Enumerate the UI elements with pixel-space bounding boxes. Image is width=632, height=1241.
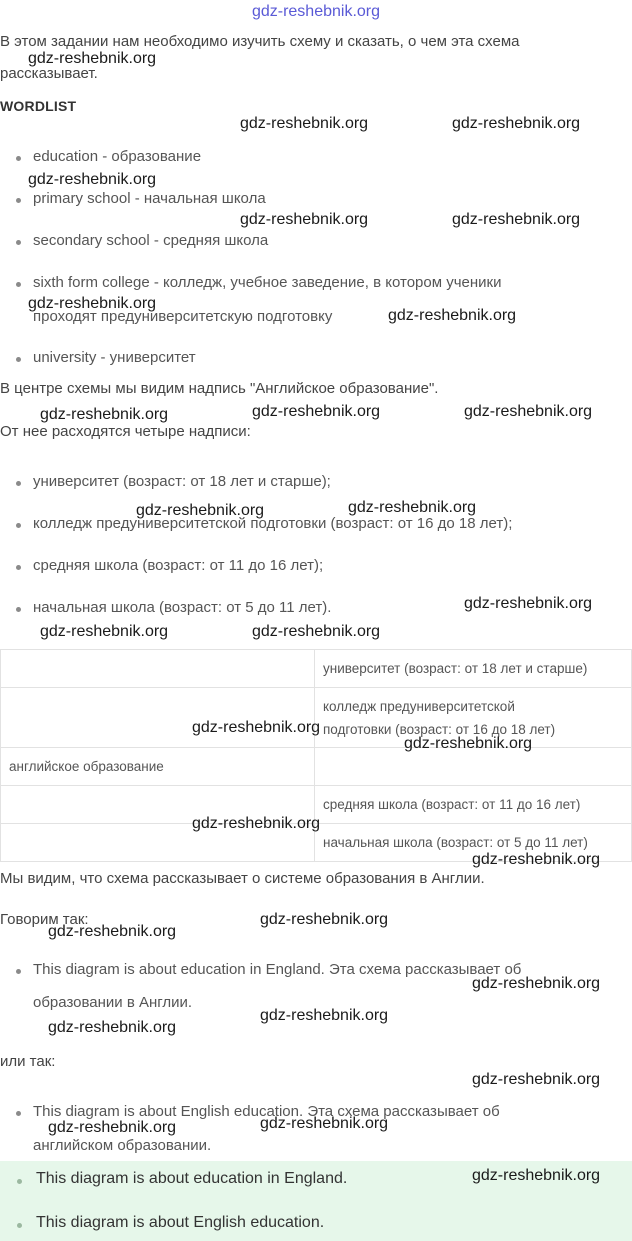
watermark: gdz-reshebnik.org [28,50,157,67]
watermark: gdz-reshebnik.org [472,1071,601,1088]
wordlist-item-sixth-form-line-2: проходят предуниверситетскую подготовку [33,308,333,325]
label-primary: начальная школа (возраст: от 5 до 11 лет). [33,599,332,616]
wordlist-item-sixth-form-line-1: sixth form college - колледж, учебное заведение, в котором ученики [33,274,502,291]
bullet-icon [16,523,21,528]
bullet-icon [17,1179,22,1184]
intro-line-1: В этом задании нам необходимо изучить схему и сказать, о чем эта схема [0,33,520,50]
bullet-icon [16,282,21,287]
bullet-icon [16,240,21,245]
table-cell-empty [1,688,315,748]
watermark: gdz-reshebnik.org [28,295,157,312]
conclusion: Мы видим, что схема рассказывает о системе образования в Англии. [0,870,485,887]
watermark: gdz-reshebnik.org [240,211,369,228]
table-cell-primary: начальная школа (возраст: от 5 до 11 лет) [315,824,632,862]
watermark: gdz-reshebnik.org [192,719,321,736]
site-link-top[interactable]: gdz-reshebnik.org [251,3,381,20]
watermark: gdz-reshebnik.org [404,735,533,752]
example-2-line-1: This diagram is about English education. Эта схема рассказывает об [33,1103,500,1120]
intro-line-2: рассказывает. [0,65,98,82]
bullet-icon [16,198,21,203]
watermark: gdz-reshebnik.org [472,1167,601,1184]
wordlist-item-education: education - образование [33,148,202,165]
bullet-icon [16,969,21,974]
watermark: gdz-reshebnik.org [40,623,169,640]
label-college: колледж предуниверситетской подготовки (возраст: от 16 до 18 лет); [33,515,513,532]
watermark: gdz-reshebnik.org [48,1119,177,1136]
watermark: gdz-reshebnik.org [40,406,169,423]
label-secondary: средняя школа (возраст: от 11 до 16 лет); [33,557,324,574]
table-cell-empty [1,650,315,688]
table-cell-empty [315,748,632,786]
watermark: gdz-reshebnik.org [260,911,389,928]
bullet-icon [16,607,21,612]
watermark: gdz-reshebnik.org [192,815,321,832]
watermark: gdz-reshebnik.org [464,403,593,420]
bullet-icon [16,1111,21,1116]
wordlist-item-university: university - университет [33,349,196,366]
watermark: gdz-reshebnik.org [48,923,177,940]
table-college-line-1: колледж предуниверситетской [323,698,515,714]
table-cell-university: университет (возраст: от 18 лет и старше) [315,650,632,688]
answer-2: This diagram is about English education. [36,1214,325,1231]
label-university: университет (возраст: от 18 лет и старше); [33,473,331,490]
wordlist-item-primary: primary school - начальная школа [33,190,266,207]
bullet-icon [16,481,21,486]
watermark: gdz-reshebnik.org [260,1115,389,1132]
watermark: gdz-reshebnik.org [464,595,593,612]
watermark: gdz-reshebnik.org [136,502,265,519]
example-2-line-2: английском образовании. [33,1137,212,1154]
watermark: gdz-reshebnik.org [252,403,381,420]
table-college-line-2: подготовки (возраст: от 16 до 18 лет) [323,721,556,737]
wordlist-item-secondary: secondary school - средняя школа [33,232,269,249]
watermark: gdz-reshebnik.org [48,1019,177,1036]
example-1-line-2: образовании в Англии. [33,994,193,1011]
watermark: gdz-reshebnik.org [348,499,477,516]
watermark: gdz-reshebnik.org [472,851,601,868]
bullet-icon [17,1223,22,1228]
watermark: gdz-reshebnik.org [452,115,581,132]
table-cell-secondary: средняя школа (возраст: от 11 до 16 лет) [315,786,632,824]
bullet-icon [16,156,21,161]
center-text-line-1: В центре схемы мы видим надпись "Английское образование". [0,380,439,397]
bullet-icon [16,565,21,570]
watermark: gdz-reshebnik.org [452,211,581,228]
wordlist-heading: WORDLIST [0,98,77,114]
watermark: gdz-reshebnik.org [240,115,369,132]
watermark: gdz-reshebnik.org [28,171,157,188]
watermark: gdz-reshebnik.org [260,1007,389,1024]
bullet-icon [16,357,21,362]
table-cell-center: английское образование [1,748,315,786]
example-1-line-1: This diagram is about education in England. Эта схема рассказывает об [33,961,522,978]
center-text-line-2: От нее расходятся четыре надписи: [0,423,251,440]
say-so: Говорим так: [0,911,89,928]
watermark: gdz-reshebnik.org [388,307,517,324]
watermark: gdz-reshebnik.org [252,623,381,640]
or-so: или так: [0,1053,56,1070]
answer-1: This diagram is about education in England. [36,1170,348,1187]
watermark: gdz-reshebnik.org [472,975,601,992]
